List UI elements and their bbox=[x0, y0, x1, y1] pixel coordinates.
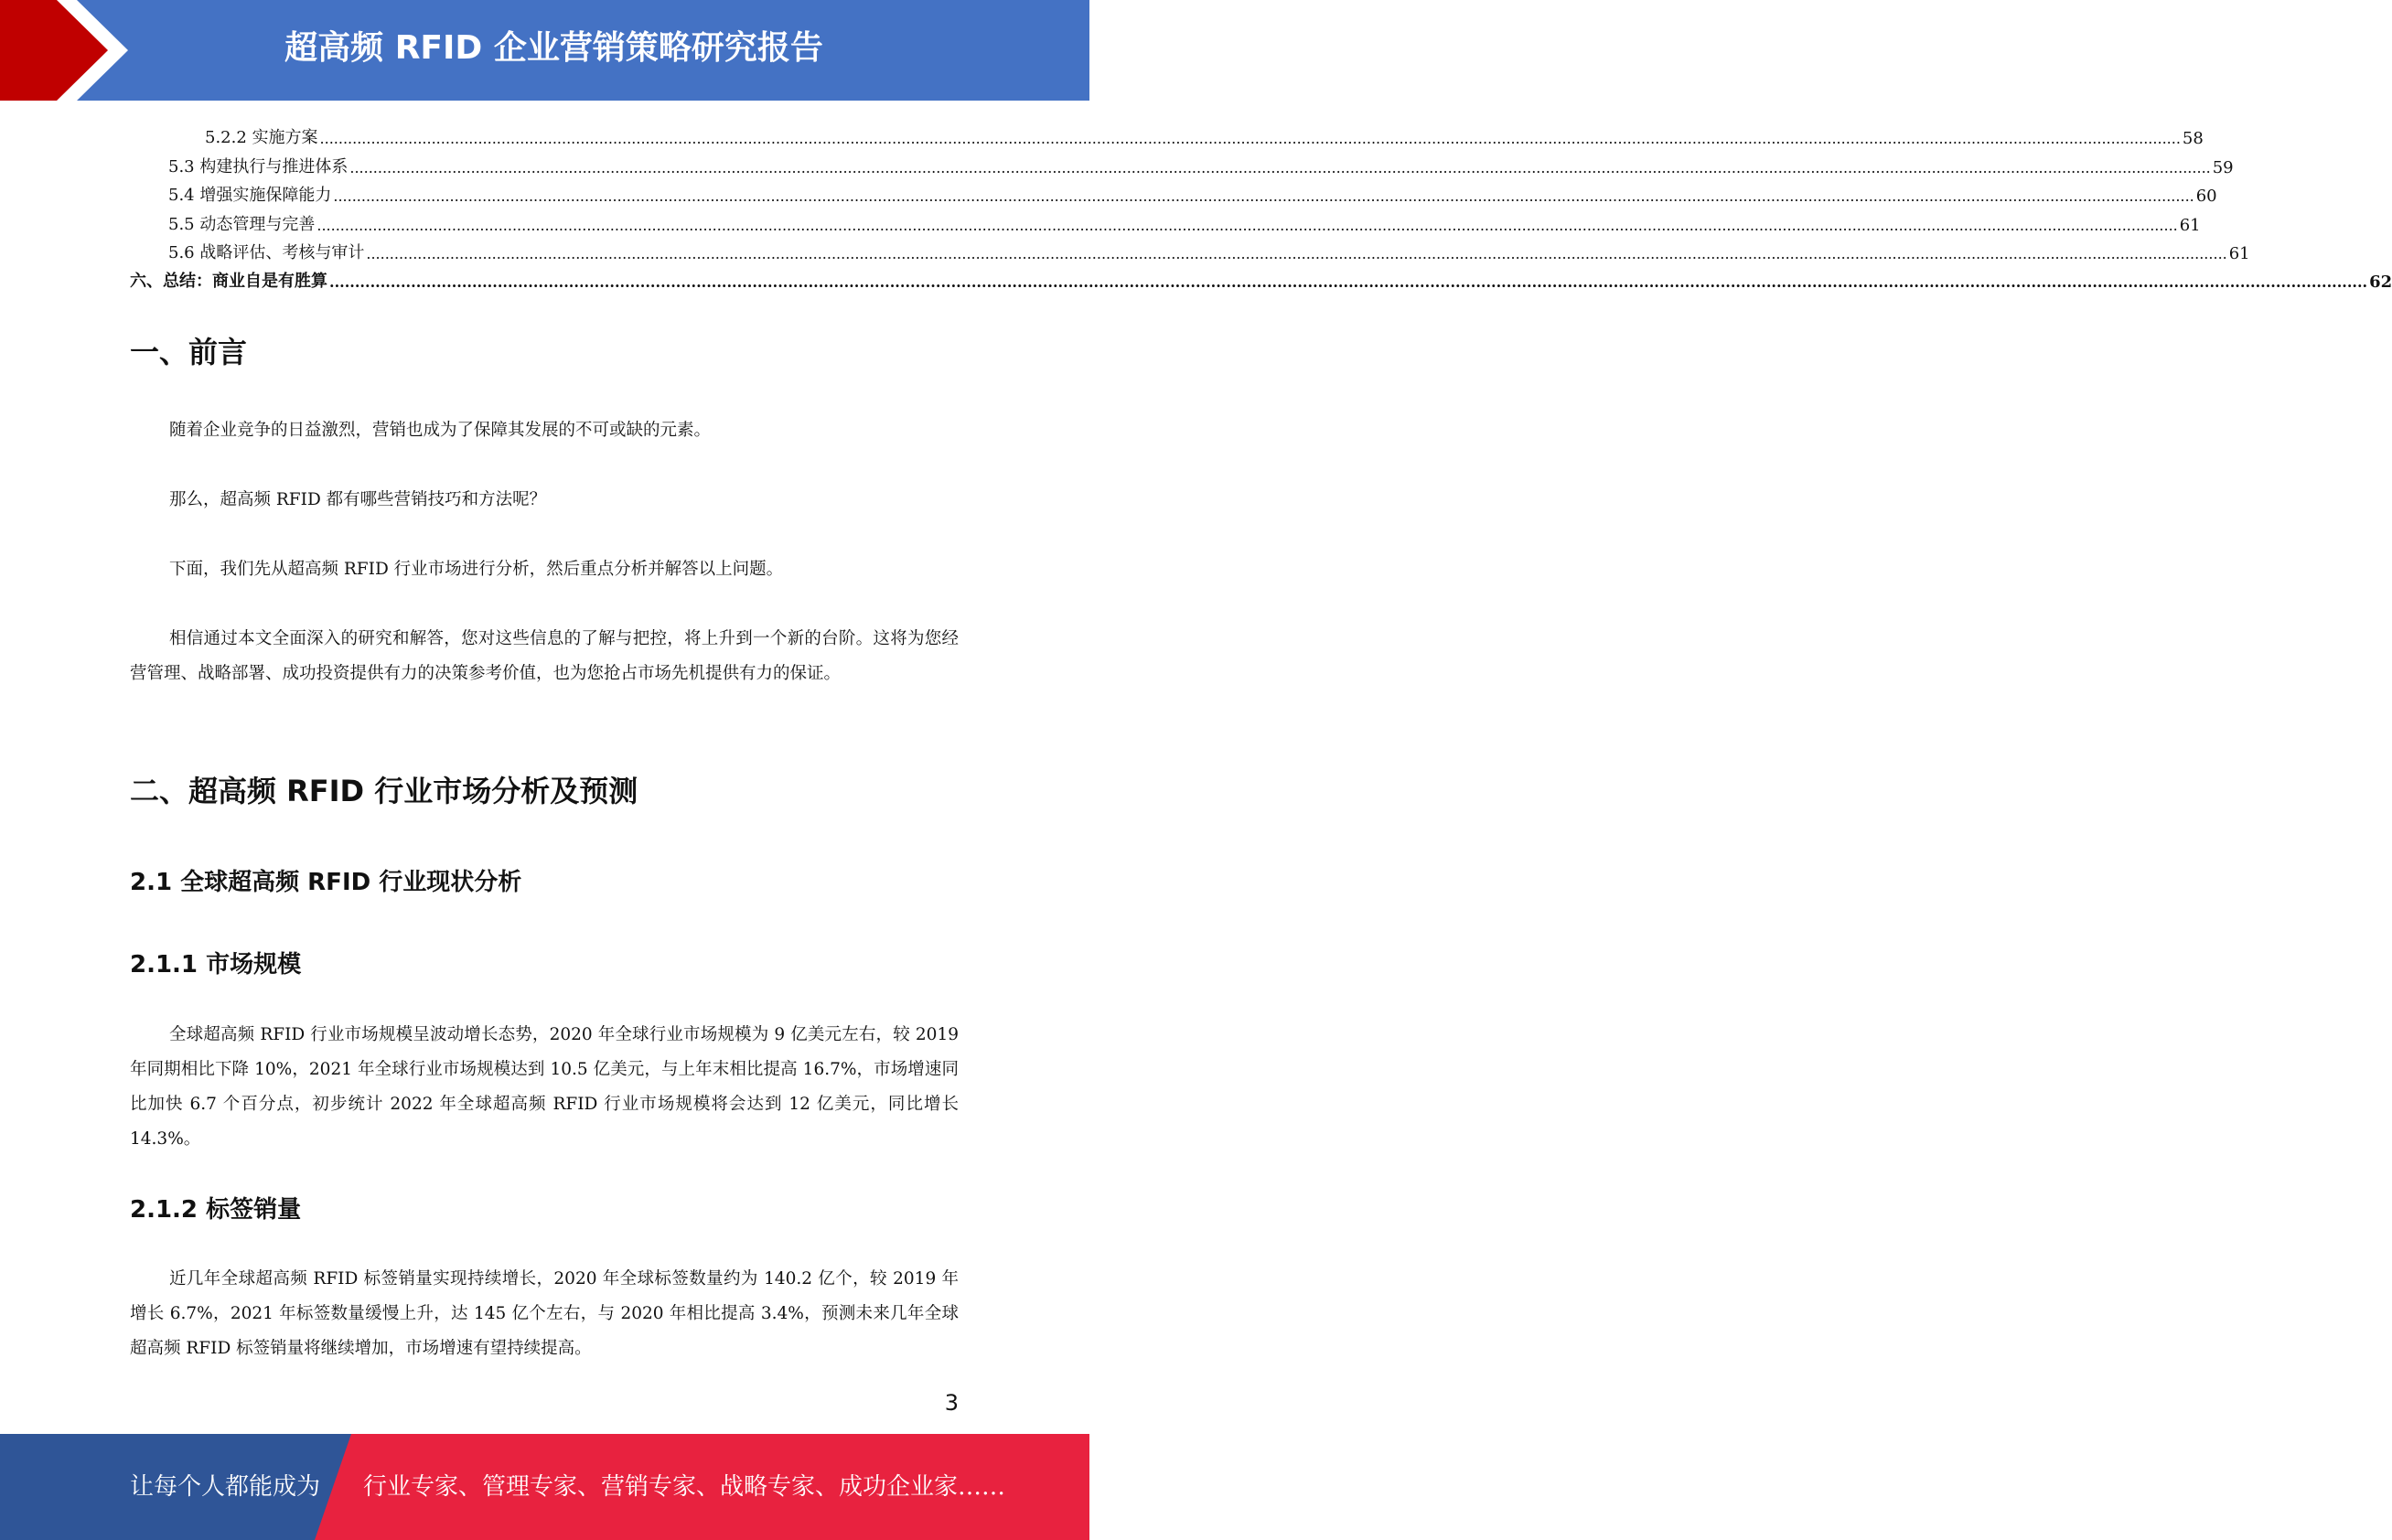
toc-leader-dots: ................................................................................................................................................................................................................................................................................................................................................................................................................ bbox=[349, 158, 2211, 176]
toc-leader-dots: ................................................................................................................................................................................................................................................................................................................................................................................................................ bbox=[366, 244, 2227, 262]
subsection-title-global: 2.1 全球超高频 RFID 行业现状分析 bbox=[130, 869, 522, 896]
scale-paragraph: 全球超高频 RFID 行业市场规模呈波动增长态势，2020 年全球行业市场规模为 9 亿美元左右，较 2019 年同期相比下降 10%，2021 年全球行业市场规模达到 10.5 亿美元，与上年末相比提高 16.7%，市场增速同比加快 6.7 个百分点，初步统计 2022 年全球超高频 RFID 行业市场规模将会达到 12 亿美元，同比增长 14.3%。 bbox=[130, 1025, 959, 1149]
toc-entry-label: 5.4 增强实施保障能力 bbox=[168, 186, 332, 206]
toc-entry-page: 61 bbox=[2228, 243, 2250, 263]
subsection-title-scale: 2.1.1 市场规模 bbox=[130, 951, 302, 979]
toc-entry-label: 5.5 动态管理与完善 bbox=[168, 214, 316, 234]
toc-entry[interactable] bbox=[130, 235, 2250, 263]
toc-leader-dots: ................................................................................................................................................................................................................................................................................................................................................................................................................ bbox=[319, 130, 2181, 148]
toc-entry-page: 59 bbox=[2212, 157, 2234, 177]
page-number: 3 bbox=[944, 1390, 959, 1416]
page-header bbox=[0, 0, 1089, 101]
toc-leader-dots: ................................................................................................................................................................................................................................................................................................................................................................................................................ bbox=[333, 187, 2194, 206]
toc-entry[interactable] bbox=[130, 148, 2234, 177]
preface-paragraph-4: 相信通过本文全面深入的研究和解答，您对这些信息的了解与把控，将上升到一个新的台阶。这将为您经营管理、战略部署、成功投资提供有力的决策参考价值，也为您抢占市场先机提供有力的保证。 bbox=[130, 629, 959, 683]
footer-slogan-right: 行业专家、管理专家、营销专家、战略专家、成功企业家…… bbox=[363, 1473, 1006, 1501]
toc-leader-dots: ................................................................................................................................................................................................................................................................................................................................................................................................................ bbox=[329, 273, 2368, 292]
preface-paragraph-1: 随着企业竞争的日益激烈，营销也成为了保障其发展的不可或缺的元素。 bbox=[169, 421, 712, 440]
toc-entry-label: 5.3 构建执行与推进体系 bbox=[168, 156, 349, 176]
toc-entry-label: 5.6 战略评估、考核与审计 bbox=[168, 242, 365, 262]
report-title: 超高频 RFID 企业营销策略研究报告 bbox=[284, 29, 823, 67]
toc-entry-page: 60 bbox=[2195, 187, 2217, 207]
preface-paragraph-2: 那么，超高频 RFID 都有哪些营销技巧和方法呢？ bbox=[169, 490, 547, 509]
toc-entry-label: 六、总结：商业自是有胜算 bbox=[130, 272, 327, 292]
table-of-contents bbox=[130, 120, 2392, 293]
toc-entry[interactable] bbox=[130, 206, 2201, 235]
section-title-market: 二、超高频 RFID 行业市场分析及预测 bbox=[130, 774, 638, 808]
page-footer bbox=[0, 1434, 1089, 1540]
toc-entry-page: 61 bbox=[2179, 215, 2201, 235]
toc-entry-label: 5.2.2 实施方案 bbox=[205, 128, 318, 148]
preface-paragraph-3: 下面，我们先从超高频 RFID 行业市场进行分析，然后重点分析并解答以上问题。 bbox=[169, 560, 784, 579]
toc-leader-dots: ................................................................................................................................................................................................................................................................................................................................................................................................................ bbox=[316, 216, 2178, 234]
toc-entry[interactable] bbox=[130, 120, 2204, 149]
section-title-preface: 一、前言 bbox=[130, 335, 248, 369]
tags-paragraph: 近几年全球超高频 RFID 标签销量实现持续增长，2020 年全球标签数量约为 140.2 亿个，较 2019 年增长 6.7%，2021 年标签数量缓慢上升，达 145 亿个左右，与 2020 年相比提高 3.4%，预测未来几年全球超高频 RFID 标签销量将继续增加，市场增速有望持续提高。 bbox=[130, 1269, 959, 1358]
toc-entry-page: 58 bbox=[2182, 129, 2204, 149]
subsection-title-tags: 2.1.2 标签销量 bbox=[130, 1196, 302, 1224]
toc-entry-page: 62 bbox=[2369, 273, 2392, 293]
footer-slogan-left: 让每个人都能成为 bbox=[130, 1473, 321, 1501]
toc-entry[interactable] bbox=[130, 177, 2217, 207]
toc-entry[interactable] bbox=[130, 263, 2392, 293]
